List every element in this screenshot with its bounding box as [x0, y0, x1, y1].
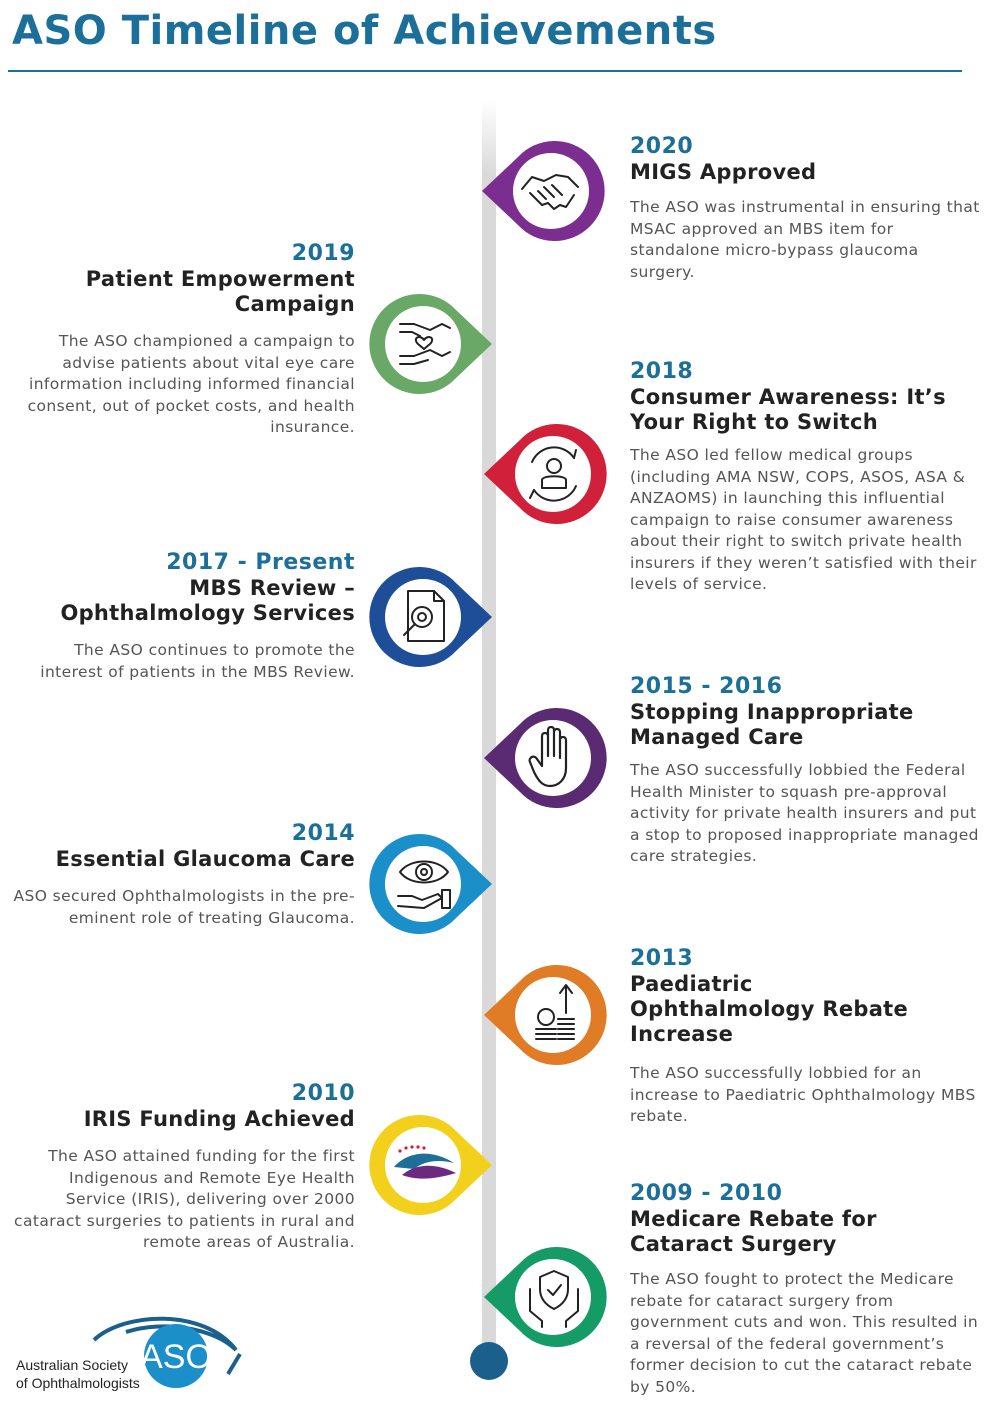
entry-year: 2009 - 2010 [630, 1181, 783, 1206]
entry-description: The ASO attained funding for the first Indigenous and Remote Eye Health Service (IRIS), delivering over 2000 cataract surgeries to patients in rural and remote areas of Australia. [14, 1147, 355, 1251]
timeline-marker-2013 [484, 963, 618, 1067]
entry-description: The ASO was instrumental in ensuring that MSAC approved an MBS item for standalone micro-bypass glaucoma surgery. [630, 198, 980, 281]
timeline-marker-2017 [358, 565, 492, 669]
entry-heading: Essential Glaucoma Care [55, 847, 355, 871]
logo-line-2: of Ophthalmologists [16, 1375, 140, 1391]
handshake-icon [482, 139, 616, 243]
entry-heading: Medicare Rebate for Cataract Surgery [630, 1207, 877, 1256]
title-divider [8, 70, 962, 72]
entry-description: The ASO championed a campaign to advise patients about vital eye care information including informed financial consent, out of pocket costs, and health insurance. [27, 332, 355, 436]
entry-heading: MIGS Approved [630, 160, 817, 184]
iris-eye-icon [358, 1113, 492, 1217]
eye-hand-icon [358, 832, 492, 936]
entry-year: 2014 [291, 821, 355, 846]
entry-heading: Stopping Inappropriate Managed Care [630, 700, 914, 749]
entry-heading: IRIS Funding Achieved [83, 1107, 355, 1131]
svg-text:ASO: ASO [140, 1338, 212, 1376]
entry-description: The ASO successfully lobbied for an increase to Paediatric Ophthalmology MBS rebate. [630, 1064, 976, 1125]
timeline-entry-2018 [630, 359, 982, 596]
timeline-entry-2019 [8, 241, 355, 439]
entry-heading: MBS Review – Ophthalmology Services [60, 576, 355, 625]
logo-wordmark [16, 1356, 140, 1392]
entry-year: 2019 [291, 241, 355, 266]
entry-description: The ASO fought to protect the Medicare rebate for cataract surgery from government cuts and won. This resulted in a reversal of the federal government’s former decision to cut the cataract rebate by 50%. [630, 1270, 979, 1396]
stop-hand-icon [484, 706, 618, 810]
coins-arrow-icon [484, 963, 618, 1067]
timeline-entry-2020 [630, 134, 982, 283]
timeline-entry-2014 [8, 821, 355, 929]
entry-heading: Patient Empowerment Campaign [85, 267, 355, 316]
entry-description: The ASO successfully lobbied the Federal Health Minister to squash pre-approval activity for private health insurers and put a stop to proposed inappropriate managed care strategies. [630, 761, 979, 865]
entry-heading: Paediatric Ophthalmology Rebate Increase [630, 972, 909, 1046]
entry-year: 2017 - Present [166, 550, 355, 575]
logo-line-1: Australian Society [16, 1357, 129, 1373]
entry-year: 2010 [291, 1081, 355, 1106]
timeline-marker-2015-2016 [484, 706, 618, 810]
entry-description: The ASO led fellow medical groups (including AMA NSW, COPS, ASOS, ASA & ANZAOMS) in launching this influential campaign to raise consumer awareness about their right to switch private health insurers if they weren’t satisfied with their levels of service. [630, 446, 977, 593]
timeline-entry-2009-2010 [630, 1181, 982, 1398]
timeline-marker-2010 [358, 1113, 492, 1217]
entry-year: 2018 [630, 359, 694, 384]
hands-heart-icon [358, 292, 492, 396]
entry-heading: Consumer Awareness: It’s Your Right to Switch [630, 385, 946, 434]
timeline-entry-2017-present [8, 550, 355, 683]
shield-hands-icon [484, 1245, 618, 1349]
page-title: ASO Timeline of Achievements [12, 8, 717, 54]
timeline-marker-2020 [482, 139, 616, 243]
entry-year: 2020 [630, 134, 694, 159]
timeline-marker-2019 [358, 292, 492, 396]
timeline-marker-2014 [358, 832, 492, 936]
entry-year: 2015 - 2016 [630, 674, 783, 699]
timeline-entry-2010 [8, 1081, 355, 1254]
timeline-entry-2013 [630, 946, 982, 1128]
timeline-marker-2018 [484, 422, 618, 526]
timeline-marker-2009-2010 [484, 1245, 618, 1349]
entry-year: 2013 [630, 946, 694, 971]
person-switch-icon [484, 422, 618, 526]
timeline-entry-2015-2016 [630, 674, 982, 868]
entry-description: The ASO continues to promote the interest of patients in the MBS Review. [40, 641, 355, 681]
entry-description: ASO secured Ophthalmologists in the pre-eminent role of treating Glaucoma. [13, 887, 355, 927]
document-search-icon [358, 565, 492, 669]
